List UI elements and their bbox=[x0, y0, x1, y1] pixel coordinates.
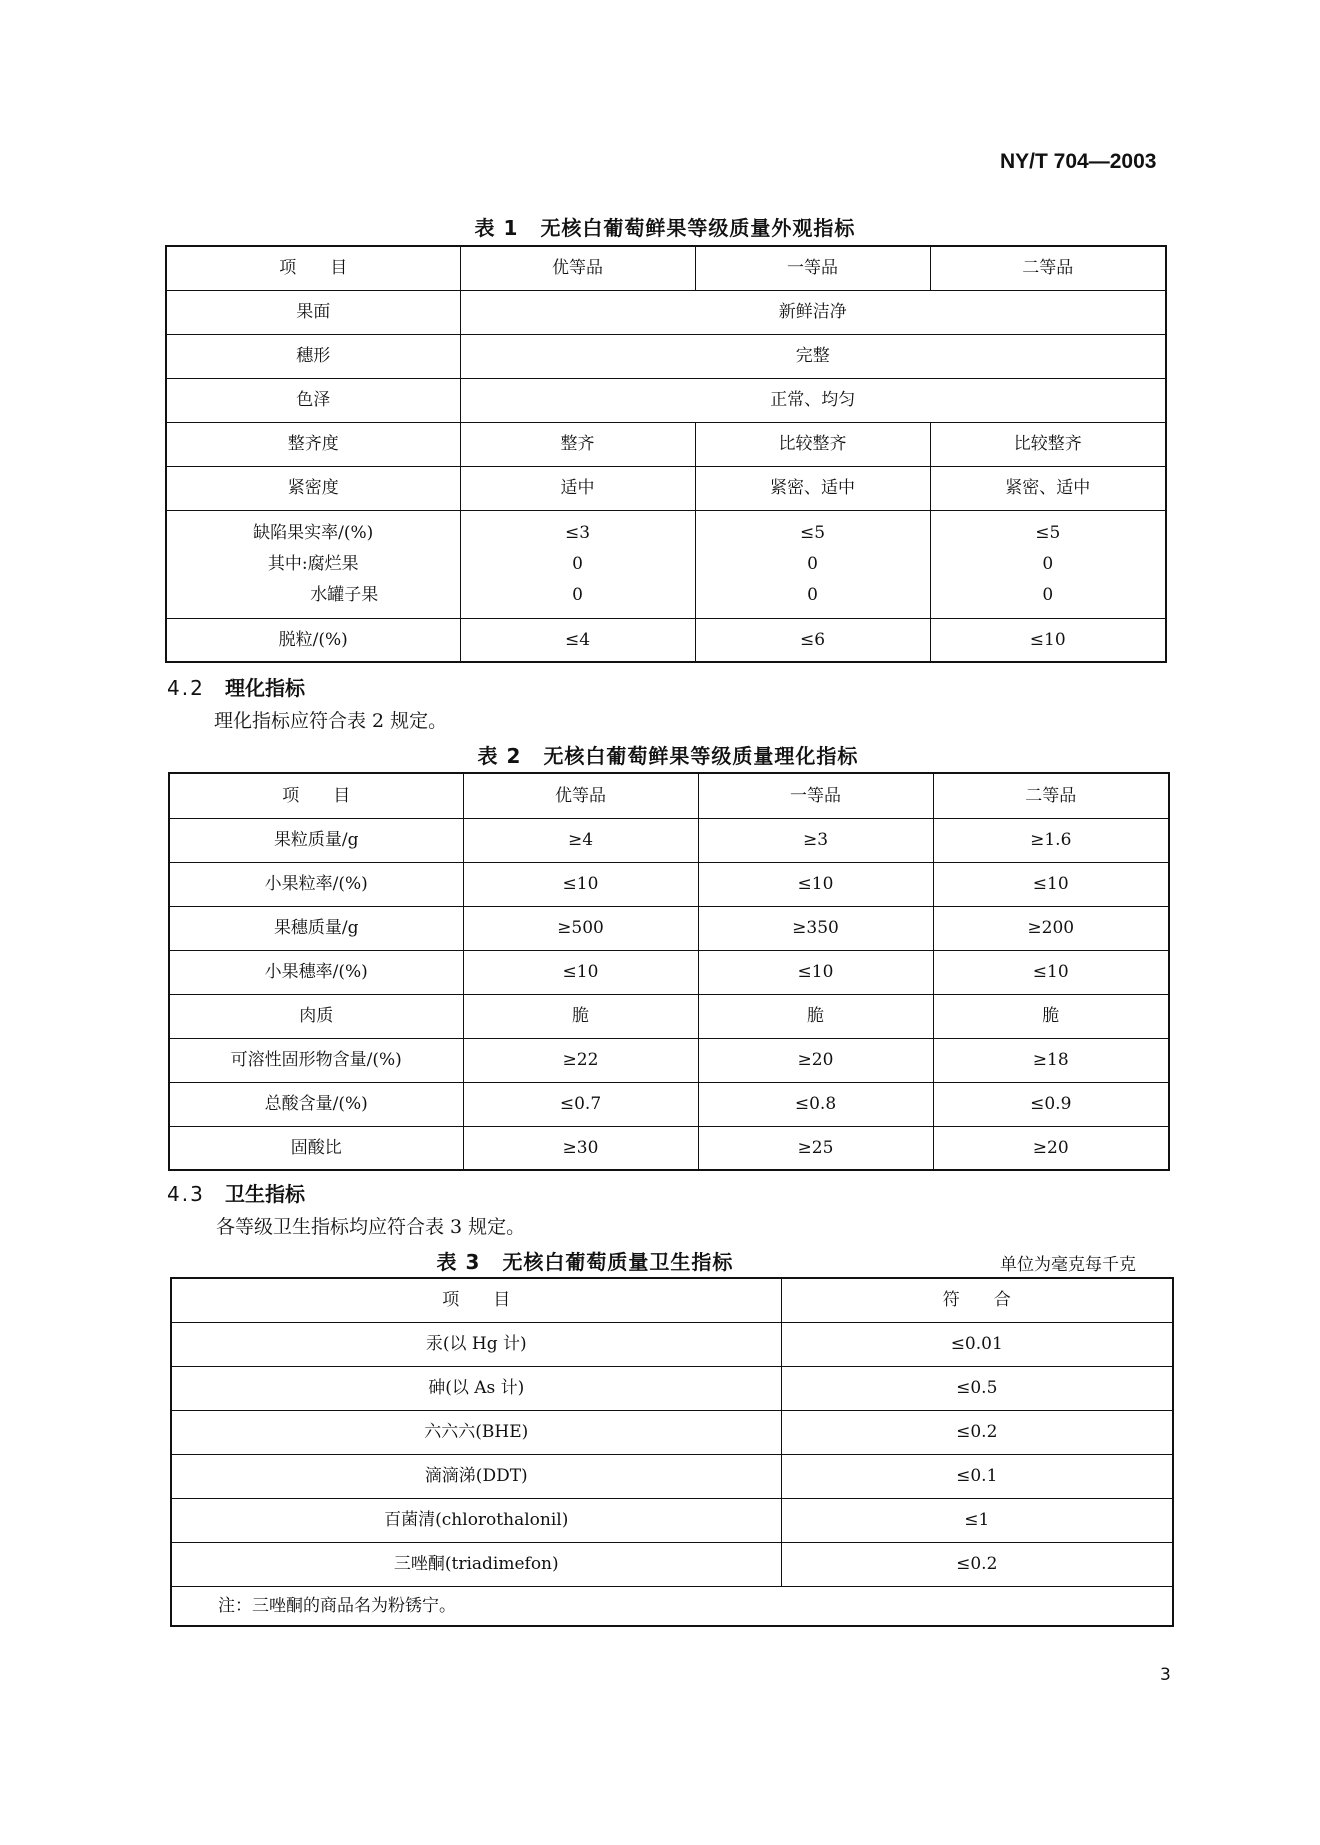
value-cell: 整齐 bbox=[460, 422, 695, 466]
value-cell: ≤0.7 bbox=[463, 1082, 698, 1126]
row-label: 砷(以 As 计) bbox=[171, 1366, 781, 1410]
table-header-row bbox=[171, 1278, 1173, 1322]
value-cell bbox=[695, 510, 930, 618]
value-cell: ≥20 bbox=[698, 1038, 933, 1082]
header-cell: 一等品 bbox=[695, 246, 930, 290]
value-cell: ≤0.1 bbox=[781, 1454, 1173, 1498]
section-number: 4.3 bbox=[167, 1182, 205, 1206]
row-label: 总酸含量/(%) bbox=[169, 1082, 463, 1126]
value-cell: ≤10 bbox=[930, 618, 1166, 662]
value-cell: ≤10 bbox=[698, 862, 933, 906]
standard-code: NY/T 704—2003 bbox=[1000, 150, 1157, 173]
value-line: 0 bbox=[1042, 553, 1054, 574]
value-cell: ≥30 bbox=[463, 1126, 698, 1170]
value-cell: ≤10 bbox=[933, 950, 1169, 994]
value-cell: ≤0.2 bbox=[781, 1542, 1173, 1586]
table-row bbox=[171, 1366, 1173, 1410]
merged-cell: 正常、均匀 bbox=[460, 378, 1166, 422]
value-line: 0 bbox=[572, 584, 583, 605]
row-label: 固酸比 bbox=[169, 1126, 463, 1170]
table-row bbox=[171, 1498, 1173, 1542]
row-label: 小果穗率/(%) bbox=[169, 950, 463, 994]
value-cell: ≥18 bbox=[933, 1038, 1169, 1082]
defect-rate-label: 缺陷果实率/(%) bbox=[253, 522, 374, 543]
value-cell: ≤0.8 bbox=[698, 1082, 933, 1126]
value-cell: ≤4 bbox=[460, 618, 695, 662]
table-row bbox=[171, 1454, 1173, 1498]
value-cell: 脆 bbox=[463, 994, 698, 1038]
header-cell: 符 合 bbox=[781, 1278, 1173, 1322]
value-cell: 适中 bbox=[460, 466, 695, 510]
section-4-2-text: 理化指标应符合表 2 规定。 bbox=[214, 710, 448, 732]
header-cell: 优等品 bbox=[463, 773, 698, 818]
table3-number: 表 3 bbox=[436, 1250, 481, 1274]
row-label: 小果粒率/(%) bbox=[169, 862, 463, 906]
table-row bbox=[166, 466, 1166, 510]
rotten-fruit-label: 其中:腐烂果 bbox=[267, 553, 359, 574]
table-row bbox=[171, 1322, 1173, 1366]
value-line: ≤3 bbox=[564, 522, 591, 543]
table3-caption bbox=[170, 1246, 1000, 1275]
value-line: ≤5 bbox=[799, 522, 826, 543]
table1 bbox=[165, 245, 1167, 663]
row-label: 脱粒/(%) bbox=[166, 618, 460, 662]
value-cell: ≥3 bbox=[698, 818, 933, 862]
value-cell: 比较整齐 bbox=[695, 422, 930, 466]
value-cell: ≥25 bbox=[698, 1126, 933, 1170]
table-header-row bbox=[169, 773, 1169, 818]
section-title: 卫生指标 bbox=[225, 1182, 305, 1206]
table1-caption bbox=[165, 212, 1165, 241]
header-cell: 项 目 bbox=[166, 246, 460, 290]
value-cell: 紧密、适中 bbox=[930, 466, 1166, 510]
table2-caption bbox=[168, 740, 1168, 769]
row-label: 整齐度 bbox=[166, 422, 460, 466]
row-label: 三唑酮(triadimefon) bbox=[171, 1542, 781, 1586]
value-line: 0 bbox=[1042, 584, 1054, 605]
table-row bbox=[171, 1410, 1173, 1454]
table-row bbox=[169, 818, 1169, 862]
section-4-3-text: 各等级卫生指标均应符合表 3 规定。 bbox=[216, 1216, 526, 1238]
value-line: 0 bbox=[572, 553, 583, 574]
value-cell: ≥4 bbox=[463, 818, 698, 862]
value-cell: ≥350 bbox=[698, 906, 933, 950]
table2-title: 无核白葡萄鲜果等级质量理化指标 bbox=[543, 744, 859, 768]
value-cell: 脆 bbox=[698, 994, 933, 1038]
table-row bbox=[169, 994, 1169, 1038]
row-label: 六六六(BHE) bbox=[171, 1410, 781, 1454]
table-row bbox=[171, 1542, 1173, 1586]
value-cell: ≤1 bbox=[781, 1498, 1173, 1542]
value-cell: 脆 bbox=[933, 994, 1169, 1038]
table-row bbox=[169, 950, 1169, 994]
header-cell: 项 目 bbox=[169, 773, 463, 818]
row-label: 果面 bbox=[166, 290, 460, 334]
row-label: 可溶性固形物含量/(%) bbox=[169, 1038, 463, 1082]
row-label: 百菌清(chlorothalonil) bbox=[171, 1498, 781, 1542]
row-label: 果粒质量/g bbox=[169, 818, 463, 862]
row-label: 穗形 bbox=[166, 334, 460, 378]
section-title: 理化指标 bbox=[225, 676, 305, 700]
value-cell: ≤10 bbox=[698, 950, 933, 994]
row-label: 紧密度 bbox=[166, 466, 460, 510]
value-cell: ≥500 bbox=[463, 906, 698, 950]
watery-fruit-label: 水罐子果 bbox=[310, 584, 379, 605]
row-label: 汞(以 Hg 计) bbox=[171, 1322, 781, 1366]
table-row bbox=[169, 1038, 1169, 1082]
row-label: 滴滴涕(DDT) bbox=[171, 1454, 781, 1498]
header-cell: 优等品 bbox=[460, 246, 695, 290]
table-header-row bbox=[166, 246, 1166, 290]
header-cell: 二等品 bbox=[933, 773, 1169, 818]
table2-number: 表 2 bbox=[477, 744, 522, 768]
value-cell: ≥20 bbox=[933, 1126, 1169, 1170]
table-row bbox=[169, 1126, 1169, 1170]
section-number: 4.2 bbox=[167, 676, 205, 700]
value-cell: ≤0.5 bbox=[781, 1366, 1173, 1410]
table-row bbox=[166, 334, 1166, 378]
merged-cell: 完整 bbox=[460, 334, 1166, 378]
table-row bbox=[169, 1082, 1169, 1126]
table-row bbox=[166, 378, 1166, 422]
table-row bbox=[166, 618, 1166, 662]
row-label: 肉质 bbox=[169, 994, 463, 1038]
row-label: 果穗质量/g bbox=[169, 906, 463, 950]
table-row bbox=[166, 290, 1166, 334]
table2 bbox=[168, 772, 1170, 1171]
table-note-row bbox=[171, 1586, 1173, 1626]
section-4-2-heading bbox=[167, 672, 305, 701]
header-cell: 二等品 bbox=[930, 246, 1166, 290]
value-cell: ≤10 bbox=[933, 862, 1169, 906]
table1-title: 无核白葡萄鲜果等级质量外观指标 bbox=[540, 216, 856, 240]
value-cell: ≤0.01 bbox=[781, 1322, 1173, 1366]
table3-unit: 单位为毫克每千克 bbox=[1000, 1255, 1136, 1275]
value-cell: ≤0.2 bbox=[781, 1410, 1173, 1454]
value-line: 0 bbox=[807, 584, 818, 605]
merged-cell: 新鲜洁净 bbox=[460, 290, 1166, 334]
value-line: 0 bbox=[807, 553, 818, 574]
row-label bbox=[166, 510, 460, 618]
page-number: 3 bbox=[1160, 1665, 1171, 1685]
value-cell: ≤0.9 bbox=[933, 1082, 1169, 1126]
value-cell bbox=[930, 510, 1166, 618]
table-row bbox=[166, 422, 1166, 466]
table-note: 注：三唑酮的商品名为粉锈宁。 bbox=[171, 1586, 1173, 1626]
table-row bbox=[169, 906, 1169, 950]
table1-number: 表 1 bbox=[474, 216, 519, 240]
value-cell: ≥22 bbox=[463, 1038, 698, 1082]
value-cell: 比较整齐 bbox=[930, 422, 1166, 466]
value-cell: ≥1.6 bbox=[933, 818, 1169, 862]
value-cell: 紧密、适中 bbox=[695, 466, 930, 510]
value-line: ≤5 bbox=[1035, 522, 1061, 543]
value-cell bbox=[460, 510, 695, 618]
section-4-3-heading bbox=[167, 1178, 305, 1207]
value-cell: ≤10 bbox=[463, 950, 698, 994]
table-row-defects bbox=[166, 510, 1166, 618]
value-cell: ≥200 bbox=[933, 906, 1169, 950]
value-cell: ≤6 bbox=[695, 618, 930, 662]
table3 bbox=[170, 1277, 1174, 1627]
value-cell: ≤10 bbox=[463, 862, 698, 906]
row-label: 色泽 bbox=[166, 378, 460, 422]
table3-title: 无核白葡萄质量卫生指标 bbox=[502, 1250, 734, 1274]
table-row bbox=[169, 862, 1169, 906]
header-cell: 项 目 bbox=[171, 1278, 781, 1322]
header-cell: 一等品 bbox=[698, 773, 933, 818]
